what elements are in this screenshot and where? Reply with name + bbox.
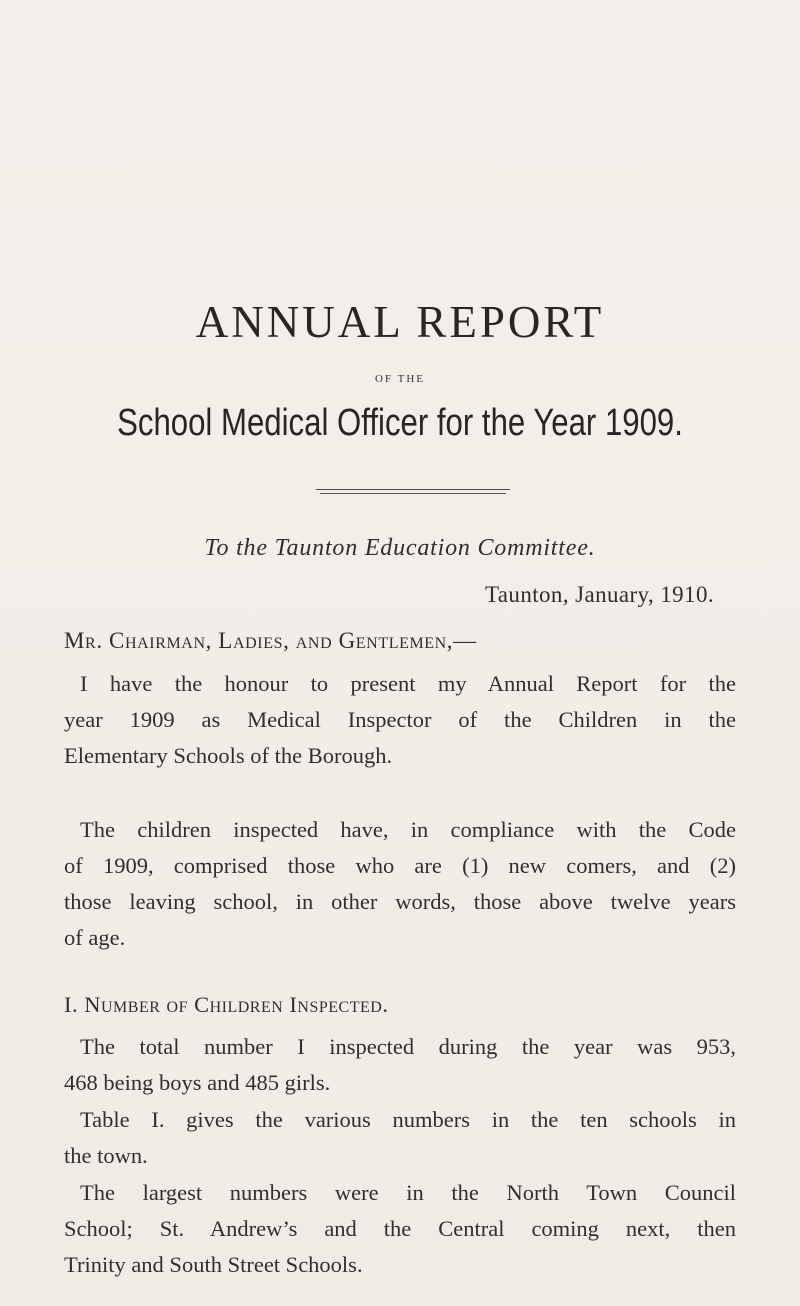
- section-heading: I. Number of Children Inspected.: [64, 992, 389, 1017]
- text-line: 468 being boys and 485 girls.: [64, 1070, 331, 1095]
- text-line: the town.: [64, 1143, 148, 1168]
- text-line: of 1909, comprised those who are (1) new comers, and (2): [64, 853, 736, 878]
- decorative-divider: [316, 489, 510, 494]
- dateline: Taunton, January, 1910.: [484, 582, 714, 607]
- text-line: of age.: [64, 925, 126, 950]
- paragraph-inspected-children: [64, 812, 736, 956]
- paragraph-intro: [64, 666, 736, 774]
- paragraph-table-reference: [64, 1102, 736, 1174]
- text-line: School; St. Andrew’s and the Central coming next, then: [64, 1216, 736, 1241]
- text-line: I have the honour to present my Annual Report for the: [80, 671, 736, 696]
- paragraph-total-number: [64, 1029, 736, 1101]
- text-line: Elementary Schools of the Borough.: [64, 743, 393, 768]
- text-line: The total number I inspected during the year was 953,: [80, 1034, 736, 1059]
- report-subtitle: School Medical Officer for the Year 1909.: [117, 402, 683, 444]
- salutation: Mr. Chairman, Ladies, and Gentlemen,—: [64, 628, 477, 653]
- text-line: Trinity and South Street Schools.: [64, 1252, 363, 1277]
- text-line: The children inspected have, in compliance with the Code: [80, 817, 736, 842]
- text-line: year 1909 as Medical Inspector of the Children in the: [64, 707, 736, 732]
- text-line: The largest numbers were in the North Town Council: [80, 1180, 736, 1205]
- addressee-line: To the Taunton Education Committee.: [204, 535, 596, 561]
- report-title: ANNUAL REPORT: [195, 297, 605, 347]
- text-line: those leaving school, in other words, those above twelve years: [64, 889, 736, 914]
- text-line: Table I. gives the various numbers in the ten schools in: [80, 1107, 736, 1132]
- report-title-connector: OF THE: [375, 373, 425, 385]
- paragraph-largest-numbers: [64, 1175, 736, 1283]
